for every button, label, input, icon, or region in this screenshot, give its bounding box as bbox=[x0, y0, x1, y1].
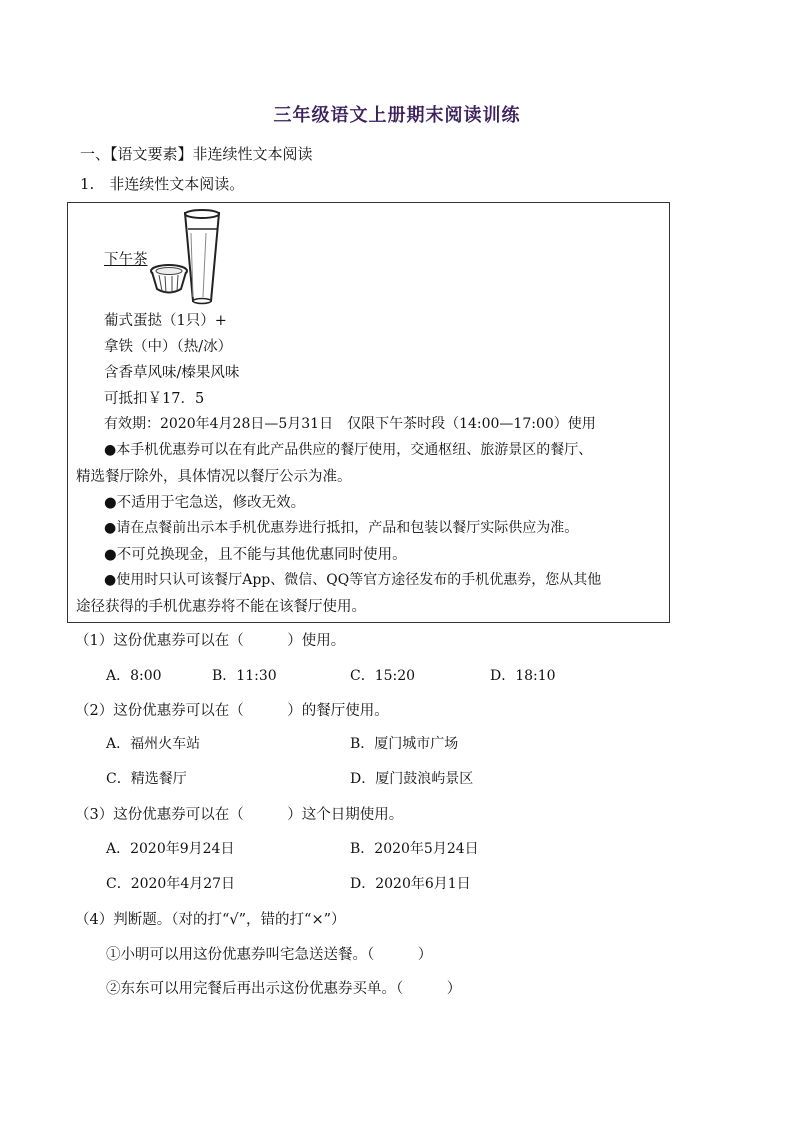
page-title: 三年级语文上册期末阅读训练 bbox=[273, 105, 521, 126]
question-stem: （1）这份优惠券可以在（ ）使用。 bbox=[75, 633, 346, 649]
coupon-line: 可抵扣￥17．5 bbox=[104, 391, 205, 407]
question-stem: （2）这份优惠券可以在（ ）的餐厅使用。 bbox=[75, 703, 389, 719]
coupon-line: 葡式蛋挞（1只）+ bbox=[104, 313, 227, 329]
option-d[interactable]: D．18:10 bbox=[490, 668, 556, 684]
judgment-item[interactable]: ②东东可以用完餐后再出示这份优惠券买单。（ ） bbox=[106, 981, 462, 997]
coupon-box bbox=[67, 202, 670, 623]
option-b[interactable]: B．2020年5月24日 bbox=[350, 841, 479, 857]
question-number: 1. 非连续性文本阅读。 bbox=[80, 175, 245, 193]
coupon-rule: ●不适用于宅急送，修改无效。 bbox=[104, 495, 306, 511]
coupon-line: 拿铁（中）（热/冰） bbox=[104, 339, 233, 355]
coupon-rule: ●不可兑换现金，且不能与其他优惠同时使用。 bbox=[104, 547, 407, 563]
section-heading: 一、【语文要素】非连续性文本阅读 bbox=[80, 145, 313, 163]
option-b[interactable]: B．11:30 bbox=[212, 668, 277, 684]
coupon-rule: ●本手机优惠券可以在有此产品供应的餐厅使用，交通枢纽、旅游景区的餐厅、 bbox=[104, 442, 593, 458]
coupon-line: 含香草风味/榛果风味 bbox=[104, 365, 240, 381]
question-stem: （3）这份优惠券可以在（ ）这个日期使用。 bbox=[75, 807, 404, 823]
coupon-rule: 精选餐厅除外，具体情况以餐厅公示为准。 bbox=[76, 469, 352, 485]
coupon-rule: ●使用时只认可该餐厅App、微信、QQ等官方途径发布的手机优惠券，您从其他 bbox=[104, 572, 602, 588]
afternoon-tea-icon bbox=[149, 209, 229, 305]
judgment-item[interactable]: ①小明可以用这份优惠券叫宅急送送餐。（ ） bbox=[106, 947, 433, 963]
option-a[interactable]: A．8:00 bbox=[106, 668, 162, 684]
option-b[interactable]: B．厦门城市广场 bbox=[350, 736, 459, 752]
coupon-heading: 下午茶 bbox=[104, 252, 148, 268]
coupon-validity: 有效期：2020年4月28日—5月31日 仅限下午茶时段（14:00—17:00）使用 bbox=[104, 416, 596, 432]
option-a[interactable]: A．2020年9月24日 bbox=[106, 841, 235, 857]
option-c[interactable]: C．精选餐厅 bbox=[106, 771, 187, 787]
coupon-rule: 途径获得的手机优惠券将不能在该餐厅使用。 bbox=[76, 599, 366, 615]
option-d[interactable]: D．厦门鼓浪屿景区 bbox=[350, 771, 474, 787]
coupon-rule: ●请在点餐前出示本手机优惠券进行抵扣，产品和包装以餐厅实际供应为准。 bbox=[104, 520, 579, 536]
option-d[interactable]: D．2020年6月1日 bbox=[350, 876, 471, 892]
option-a[interactable]: A．福州火车站 bbox=[106, 736, 201, 752]
option-c[interactable]: C．2020年4月27日 bbox=[106, 876, 236, 892]
question-stem: （4）判断题。（对的打“√”，错的打“×”） bbox=[75, 912, 346, 928]
option-c[interactable]: C．15:20 bbox=[350, 668, 416, 684]
